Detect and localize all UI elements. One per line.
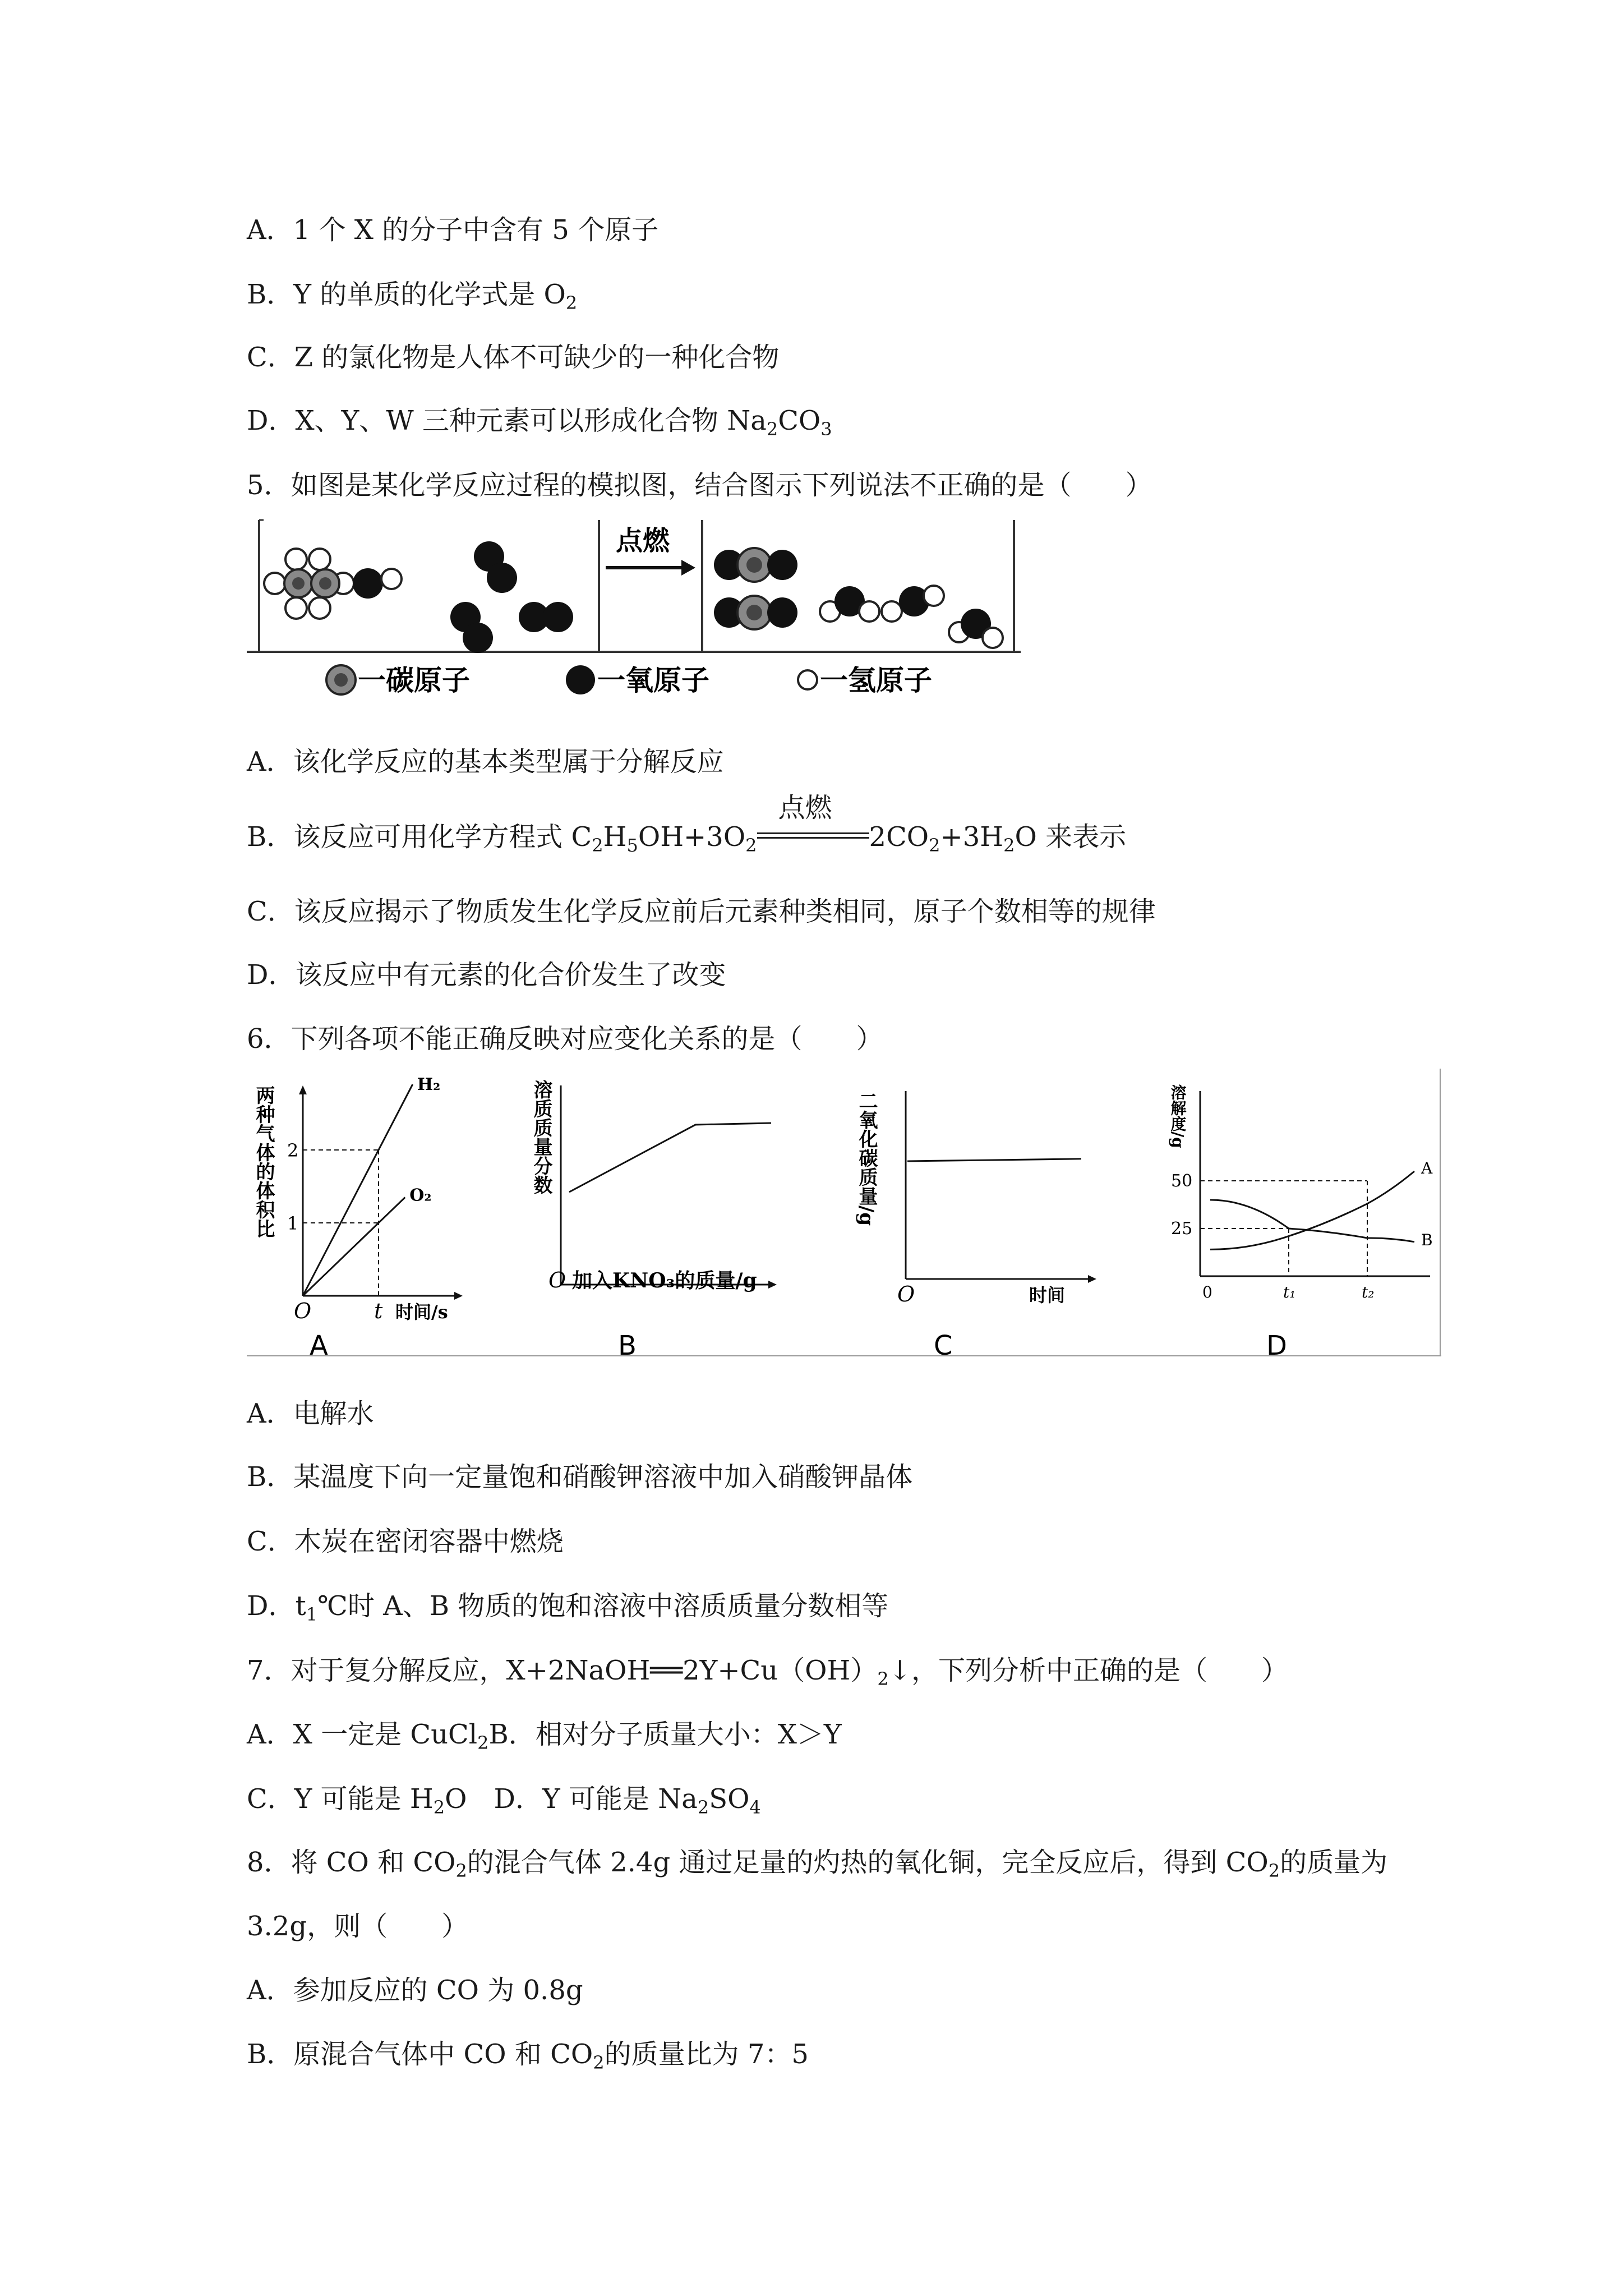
chart-d-caption: D xyxy=(1266,1330,1287,1360)
chart-a-series-h2 xyxy=(303,1084,413,1296)
q5-reaction-figure xyxy=(247,512,1021,705)
chart-c-ylabel: 二氧化碳质量/g xyxy=(855,1091,878,1226)
q5-stem: 5．如图是某化学反应过程的模拟图，结合图示下列说法不正确的是（ ） xyxy=(247,470,1152,501)
q8-option-a: A．参加反应的 CO 为 0.8g xyxy=(247,1975,583,2006)
chart-d xyxy=(1169,1084,1433,1360)
q4-option-a: A．1 个 X 的分子中含有 5 个原子 xyxy=(247,214,659,246)
chart-a-o2-label: O₂ xyxy=(409,1185,432,1205)
chart-c-caption: C xyxy=(934,1330,953,1360)
q6-option-c: C．木炭在密闭容器中燃烧 xyxy=(247,1526,564,1557)
chart-a-origin: O xyxy=(294,1299,312,1323)
water-molecules xyxy=(820,586,1003,648)
chart-a-series-o2 xyxy=(303,1198,405,1296)
chart-b xyxy=(530,1080,777,1360)
chart-d-ylabel: 溶解度/g xyxy=(1168,1084,1187,1148)
q8-stem-line2: 3.2g，则（ ） xyxy=(247,1911,469,1942)
chart-d-ytick-25: 25 xyxy=(1171,1219,1193,1239)
chart-a-t-label: t xyxy=(374,1299,383,1323)
q4-option-b: B．Y 的单质的化学式是 $O_2$ xyxy=(247,279,578,314)
q8-option-b: B．原混合气体中 CO 和 $CO_2$的质量比为 7：5 xyxy=(247,2039,809,2073)
chart-a-h2-label: H₂ xyxy=(417,1075,441,1094)
chart-d-series-b xyxy=(1210,1200,1414,1242)
q6-stem: 6．下列各项不能正确反映对应变化关系的是（ ） xyxy=(247,1023,883,1055)
q7-stem: 7．对于复分解反应，$X+2NaOH══2Y+Cu(OH)_2↓$，下列分析中正确的是（ ） xyxy=(247,1655,1288,1690)
q5-option-d: D．该反应中有元素的化合价发生了改变 xyxy=(247,959,726,991)
chart-d-xtick-t1: t₁ xyxy=(1283,1283,1296,1301)
chart-b-caption: B xyxy=(618,1330,637,1360)
q5-legend xyxy=(326,664,932,697)
q6-option-d: D．$t_1℃$时 A、B 物质的饱和溶液中溶质质量分数相等 xyxy=(247,1590,889,1625)
oxygen-molecules xyxy=(450,541,573,653)
chart-c-xlabel: 时间 xyxy=(1029,1285,1066,1306)
chart-d-a-label: A xyxy=(1421,1159,1433,1177)
q6-charts-figure xyxy=(247,1069,1441,1360)
legend-oxygen: 一氧原子 xyxy=(597,664,709,697)
chart-a xyxy=(252,1075,463,1360)
chart-b-origin: O xyxy=(548,1268,566,1292)
co2-molecules xyxy=(714,548,797,629)
chart-c-series xyxy=(907,1159,1081,1161)
legend-hydrogen: 一氢原子 xyxy=(820,664,932,697)
ethanol-molecule xyxy=(264,549,402,619)
chart-b-series xyxy=(569,1123,771,1192)
chart-a-xlabel: 时间/s xyxy=(395,1301,448,1323)
chart-a-caption: A xyxy=(310,1330,328,1360)
chart-a-ytick-1: 1 xyxy=(287,1213,299,1234)
q5-option-c: C．该反应揭示了物质发生化学反应前后元素种类相同，原子个数相等的规律 xyxy=(247,896,1156,927)
q8-stem-line1: 8．将 CO 和 $CO_2$的混合气体 2.4g 通过足量的灼热的氧化铜，完全反应后，得到 $CO_2$的质量为 xyxy=(247,1847,1388,1881)
q5-option-b: B．该反应可用化学方程式 $C_2H_5OH+3O_2$ 点燃 $2CO_2+3H_2O$ 来表示 xyxy=(247,792,1127,856)
chart-d-b-label: B xyxy=(1421,1230,1433,1249)
q7-options-cd: C．Y 可能是 $H_2O$ D．Y 可能是 $Na_2SO_4$ xyxy=(247,1783,761,1818)
chart-b-ylabel: 溶质质量分数 xyxy=(530,1080,552,1194)
chart-b-xlabel: 加入KNO₃的质量/g xyxy=(572,1269,757,1292)
chart-d-ytick-50: 50 xyxy=(1171,1171,1193,1191)
q5-option-a: A．该化学反应的基本类型属于分解反应 xyxy=(247,746,724,777)
q5-equation-condition: 点燃 xyxy=(757,820,869,854)
q6-option-b: B．某温度下向一定量饱和硝酸钾溶液中加入硝酸钾晶体 xyxy=(247,1461,913,1493)
q4-option-c: C．Z 的氯化物是人体不可缺少的一种化合物 xyxy=(247,342,780,373)
q7-options-ab: A．X 一定是 CuCl$_2$B．相对分子质量大小：X＞Y xyxy=(247,1719,842,1754)
chart-a-ylabel: 两种气体的体积比 xyxy=(252,1085,275,1238)
chart-a-ytick-2: 2 xyxy=(287,1140,299,1161)
q4-option-d: D．X、Y、W 三种元素可以形成化合物 $Na_2CO_3$ xyxy=(247,405,832,440)
q6-option-a: A．电解水 xyxy=(247,1398,374,1429)
chart-c xyxy=(855,1091,1096,1360)
legend-carbon: 一碳原子 xyxy=(358,664,470,697)
q5-arrow-label: 点燃 xyxy=(616,525,670,556)
chart-d-origin: 0 xyxy=(1202,1283,1212,1301)
chart-c-origin: O xyxy=(897,1282,915,1306)
chart-d-xtick-t2: t₂ xyxy=(1362,1283,1375,1301)
